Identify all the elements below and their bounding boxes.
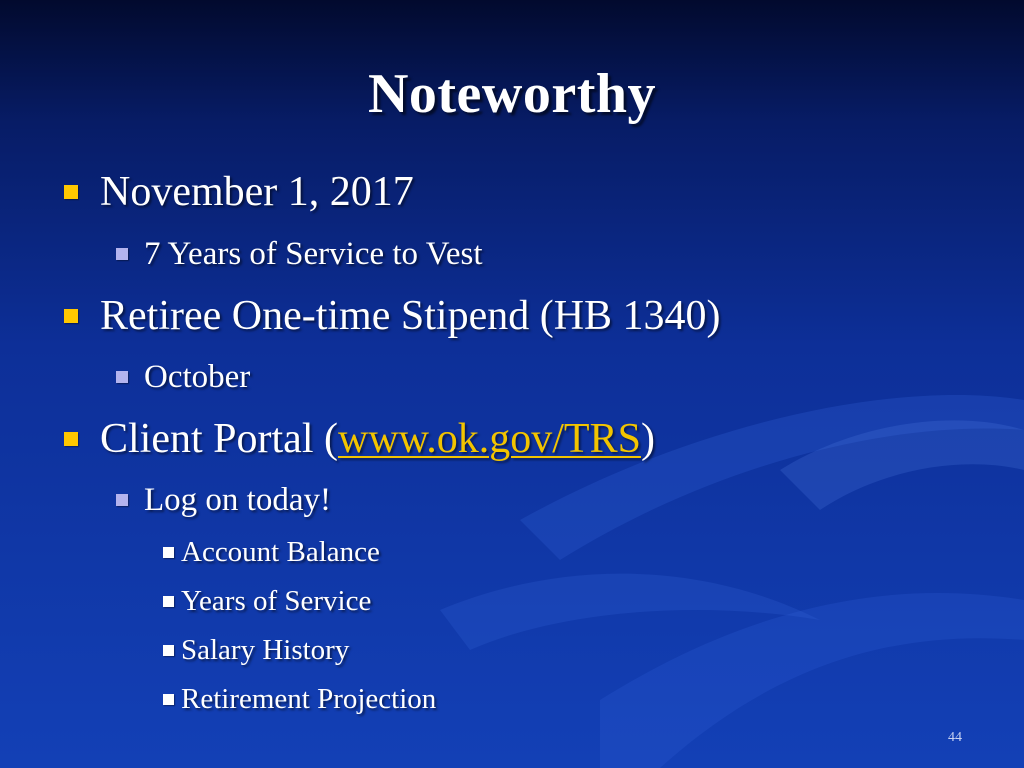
sub-bullet-item-october <box>116 357 250 397</box>
sub-sub-bullet-text: Account Balance <box>181 535 380 568</box>
bullet-item-client-portal <box>64 414 655 464</box>
sub-sub-bullet-text: Retirement Projection <box>181 682 437 715</box>
square-bullet-icon <box>116 248 128 260</box>
bullet-item-november <box>64 167 414 217</box>
slide-title: Noteworthy <box>367 63 657 125</box>
sub-bullet-item-log-on <box>116 480 331 520</box>
page-number: 44 <box>948 730 962 745</box>
square-bullet-icon <box>64 185 78 199</box>
sub-sub-bullet-text: Years of Service <box>181 584 372 617</box>
sub-bullet-text: October <box>144 358 251 395</box>
bullet-text: Retiree One-time Stipend (HB 1340) <box>100 293 721 339</box>
square-bullet-icon <box>163 547 174 558</box>
sub-sub-bullet-text: Salary History <box>181 633 350 666</box>
sub-sub-bullet-item-years-of-service <box>163 583 371 619</box>
square-bullet-icon <box>163 694 174 705</box>
square-bullet-icon <box>116 494 128 506</box>
sub-bullet-text: Log on today! <box>144 481 331 518</box>
square-bullet-icon <box>116 371 128 383</box>
client-portal-close-paren: ) <box>640 416 655 462</box>
bullet-item-stipend <box>64 291 721 341</box>
sub-sub-bullet-item-salary-history <box>163 632 349 668</box>
square-bullet-icon <box>64 309 78 323</box>
sub-sub-bullet-item-account-balance <box>163 534 380 570</box>
square-bullet-icon <box>64 432 78 446</box>
bullet-text: November 1, 2017 <box>100 169 414 215</box>
sub-bullet-text: 7 Years of Service to Vest <box>144 235 483 272</box>
bullet-text <box>100 418 655 460</box>
square-bullet-icon <box>163 645 174 656</box>
square-bullet-icon <box>163 596 174 607</box>
trs-portal-link[interactable]: www.ok.gov/TRS <box>337 416 641 462</box>
sub-sub-bullet-item-retirement-projection <box>163 681 436 717</box>
client-portal-label: Client Portal ( <box>100 416 338 462</box>
sub-bullet-item-vest <box>116 234 483 274</box>
